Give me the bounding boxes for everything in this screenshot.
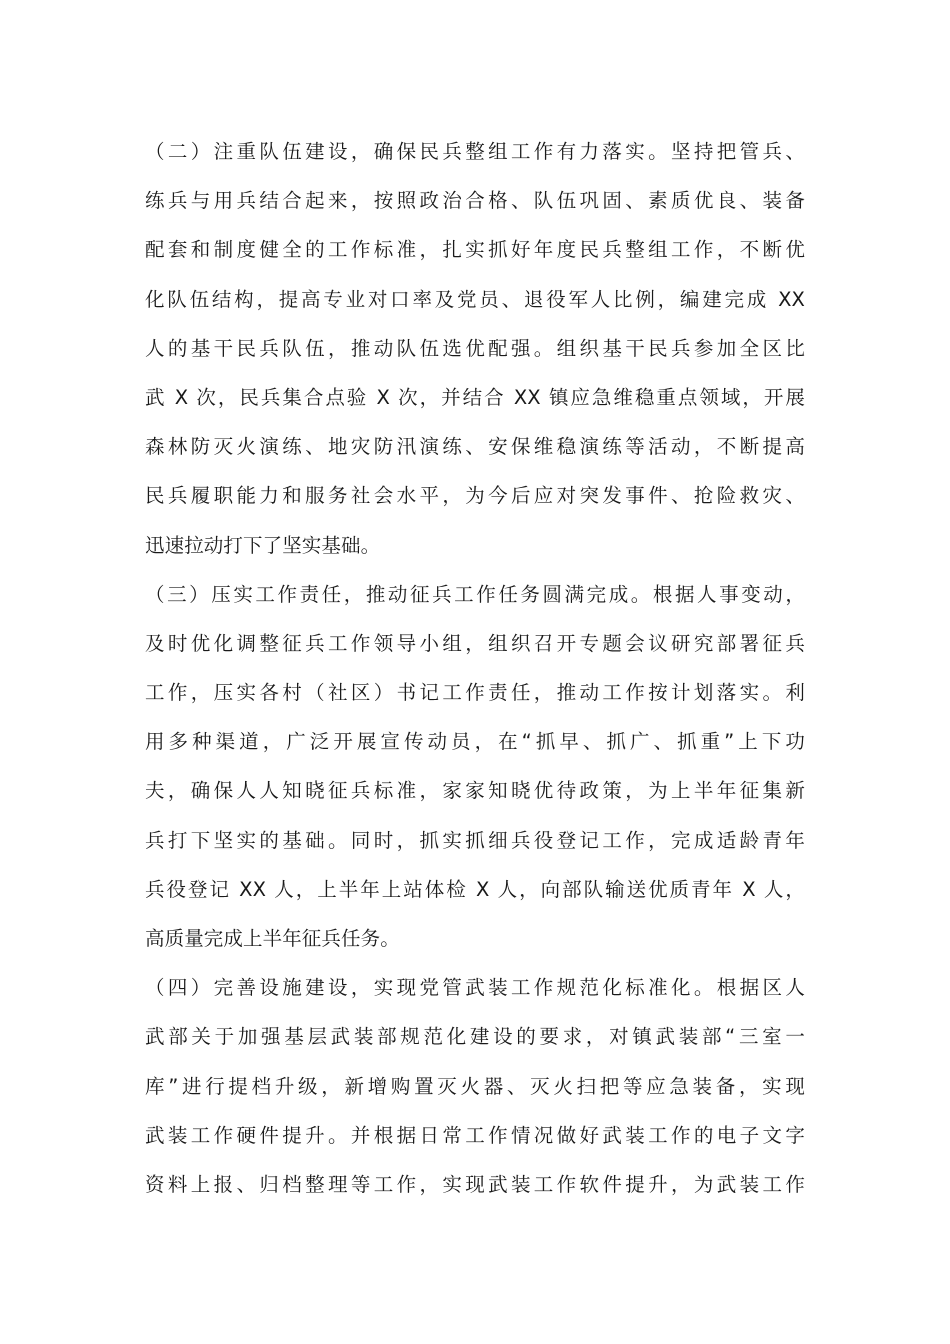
text-line: （四）完善设施建设，实现党管武装工作规范化标准化。根据区人 [145,976,805,1000]
text-line: 兵打下坚实的基础。同时，抓实抓细兵役登记工作，完成适龄青年 [145,828,805,852]
text-line: 资料上报、归档整理等工作，实现武装工作软件提升，为武装工作 [145,1172,805,1196]
text-line: 化队伍结构，提高专业对口率及党员、退役军人比例，编建完成 XX [145,287,805,311]
paragraph-end-line: 迅速拉动打下了坚实基础。 [145,533,381,557]
text-line: （二）注重队伍建设，确保民兵整组工作有力落实。坚持把管兵、 [145,140,805,163]
text-line: 库”进行提档升级，新增购置灭火器、灭火扫把等应急装备，实现 [145,1074,805,1098]
text-line: 森林防灭火演练、地灾防汛演练、安保维稳演练等活动，不断提高 [145,435,805,459]
text-line: 兵役登记 XX 人，上半年上站体检 X 人，向部队输送优质青年 X 人， [145,877,805,901]
document-body [145,127,805,1209]
text-line: 配套和制度健全的工作标准，扎实抓好年度民兵整组工作，不断优 [145,238,805,262]
text-line: 练兵与用兵结合起来，按照政治合格、队伍巩固、素质优良、装备 [145,189,805,213]
text-line: 民兵履职能力和服务社会水平，为今后应对突发事件、抢险救灾、 [145,484,805,508]
text-line: 武装工作硬件提升。并根据日常工作情况做好武装工作的电子文字 [145,1123,805,1147]
text-line: 工作，压实各村（社区）书记工作责任，推动工作按计划落实。利 [145,681,805,705]
text-line: 武部关于加强基层武装部规范化建设的要求，对镇武装部“三室一 [145,1025,805,1049]
text-line: 武 X 次，民兵集合点验 X 次，并结合 XX 镇应急维稳重点领域，开展 [145,385,805,409]
text-line: 用多种渠道，广泛开展宣传动员，在“抓早、抓广、抓重”上下功 [145,730,805,754]
text-line: 及时优化调整征兵工作领导小组，组织召开专题会议研究部署征兵 [145,631,805,655]
text-line: 人的基干民兵队伍，推动队伍选优配强。组织基干民兵参加全区比 [145,336,805,360]
text-line: （三）压实工作责任，推动征兵工作任务圆满完成。根据人事变动， [145,582,805,606]
text-line: 夫，确保人人知晓征兵标准，家家知晓优待政策，为上半年征集新 [145,779,805,803]
paragraph-end-line: 高质量完成上半年征兵任务。 [145,927,400,950]
